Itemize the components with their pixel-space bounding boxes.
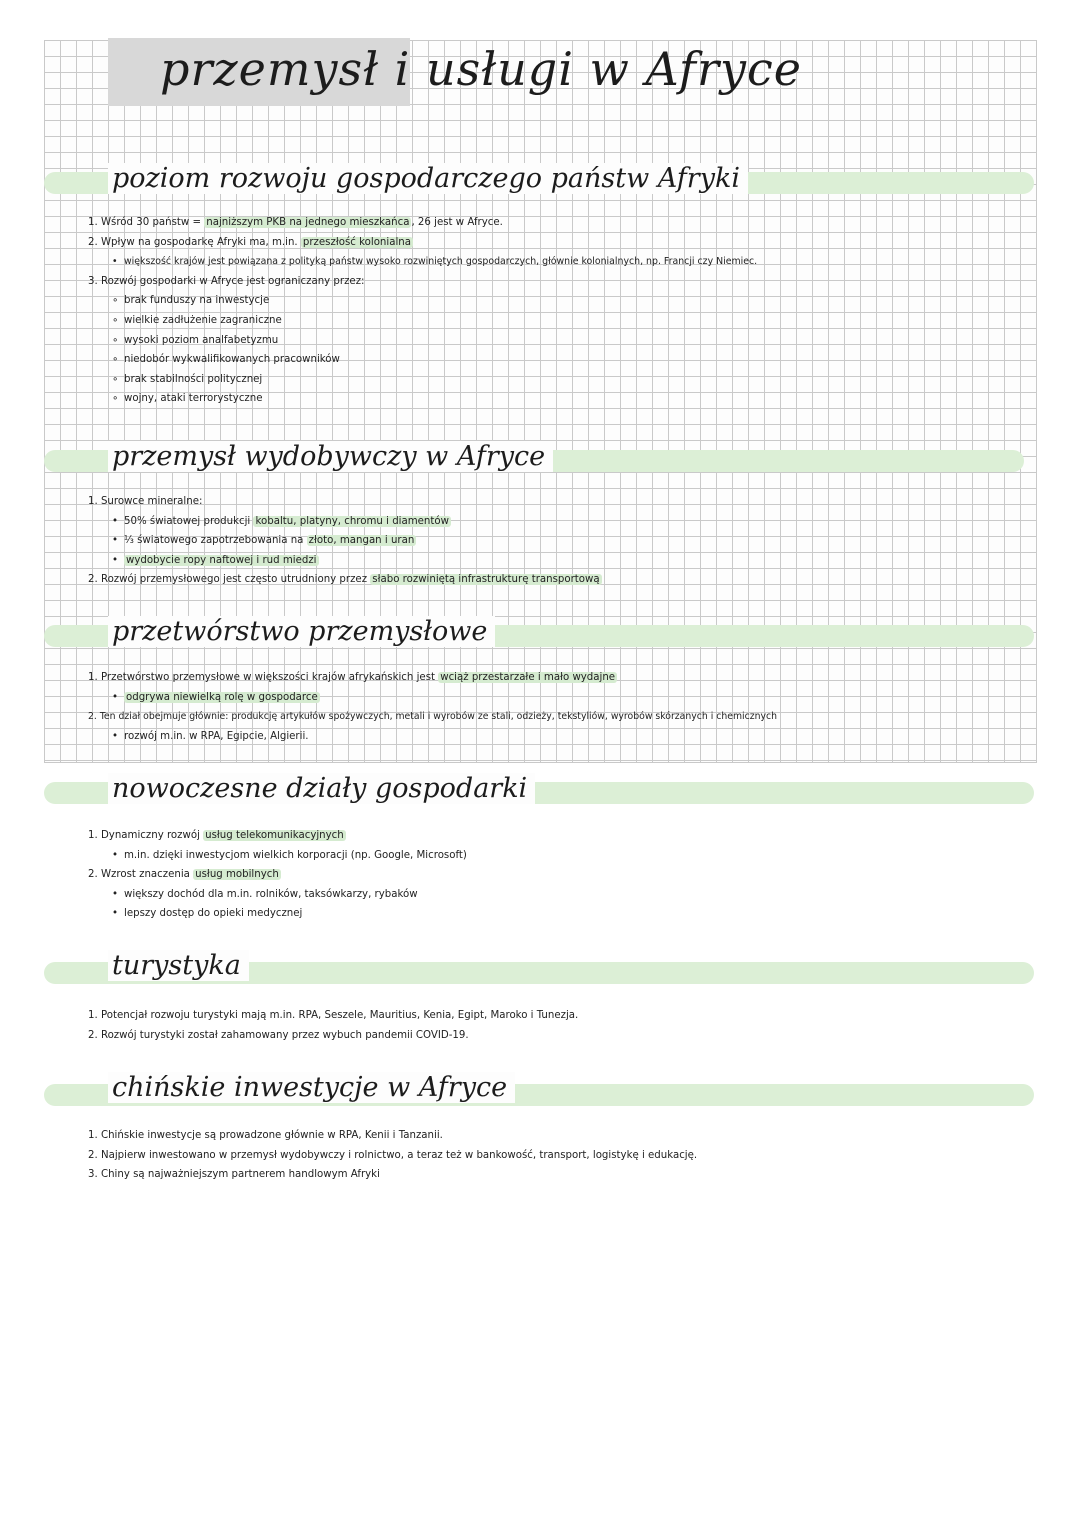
section-heading-modern: nowoczesne działy gospodarki [108, 773, 535, 804]
list-item: 1. Chińskie inwestycje są prowadzone głównie w RPA, Kenii i Tanzanii. [88, 1130, 443, 1141]
list-item: 1. Wśród 30 państw = najniższym PKB na jednego mieszkańca , 26 jest w Afryce. [88, 217, 503, 228]
list-item: • lepszy dostęp do opieki medycznej [112, 908, 303, 920]
list-item: • odgrywa niewielką rolę w gospodarce [112, 691, 318, 703]
section-heading-chinese-investments: chińskie inwestycje w Afryce [108, 1072, 515, 1103]
list-item: • wydobycie ropy naftowej i rud miedzi [112, 554, 317, 566]
section-heading-development: poziom rozwoju gospodarczego państw Afryki [108, 163, 748, 194]
list-item: ∘ brak stabilności politycznej [112, 373, 263, 385]
list-item: 1. Przetwórstwo przemysłowe w większości krajów afrykańskich jest wciąż przestarzałe i mało wydajne [88, 672, 616, 683]
section-chinese-investments [88, 1126, 1038, 1185]
section-processing [88, 668, 1038, 746]
list-item: 1. Dynamiczny rozwój usług telekomunikacyjnych [88, 830, 344, 841]
list-item: ∘ brak funduszy na inwestycje [112, 295, 270, 307]
list-item: 1. Surowce mineralne: [88, 496, 203, 507]
section-heading-tourism: turystyka [108, 950, 249, 981]
page-title: przemysł i usługi w Afryce [160, 42, 802, 96]
list-item: • 50% światowej produkcji kobaltu, platyny, chromu i diamentów [112, 515, 449, 527]
list-item: 2. Wzrost znaczenia usług mobilnych [88, 869, 279, 881]
section-modern [88, 826, 1038, 924]
section-heading-mining: przemysł wydobywczy w Afryce [108, 441, 553, 472]
list-item: • m.in. dzięki inwestycjom wielkich korporacji (np. Google, Microsoft) [112, 849, 467, 861]
list-item: ∘ niedobór wykwalifikowanych pracowników [112, 354, 340, 366]
section-heading-processing: przetwórstwo przemysłowe [108, 616, 495, 647]
list-item: 2. Rozwój turystyki został zahamowany przez wybuch pandemii COVID-19. [88, 1029, 469, 1041]
list-item: 3. Rozwój gospodarki w Afryce jest ograniczany przez: [88, 275, 365, 287]
section-tourism [88, 1006, 1038, 1045]
list-item: 2. Ten dział obejmuje głównie: produkcję artykułów spożywczych, metali i wyrobów ze stali, odzieży, tekstyliów, wyrobów skórzanych i chemicznych [88, 711, 778, 723]
list-item: 2. Wpływ na gospodarkę Afryki ma, m.in. przeszłość kolonialna [88, 236, 411, 248]
list-item: ∘ wysoki poziom analfabetyzmu [112, 334, 279, 346]
list-item: 3. Chiny są najważniejszym partnerem handlowym Afryki [88, 1169, 380, 1181]
list-item: 2. Rozwój przemysłowego jest często utrudniony przez słabo rozwiniętą infrastrukturę transportową [88, 574, 600, 586]
list-item: • rozwój m.in. w RPA, Egipcie, Algierii. [112, 730, 309, 742]
section-mining [88, 492, 1038, 590]
section-development [88, 213, 1038, 409]
list-item: 2. Najpierw inwestowano w przemysł wydobywczy i rolnictwo, a teraz też w bankowość, transport, logistykę i edukację. [88, 1149, 698, 1161]
list-item: • większość krajów jest powiązana z polityką państw wysoko rozwiniętych gospodarczych, głównie kolonialnych, np. Francji czy Niemiec. [112, 256, 758, 268]
list-item: ∘ wojny, ataki terrorystyczne [112, 393, 263, 405]
list-item: • ⅓ światowego zapotrzebowania na złoto, mangan i uran [112, 535, 415, 547]
list-item: ∘ wielkie zadłużenie zagraniczne [112, 314, 282, 326]
list-item: 1. Potencjał rozwoju turystyki mają m.in. RPA, Seszele, Mauritius, Kenia, Egipt, Maroko i Tunezja. [88, 1010, 579, 1021]
list-item: • większy dochód dla m.in. rolników, taksówkarzy, rybaków [112, 888, 418, 900]
